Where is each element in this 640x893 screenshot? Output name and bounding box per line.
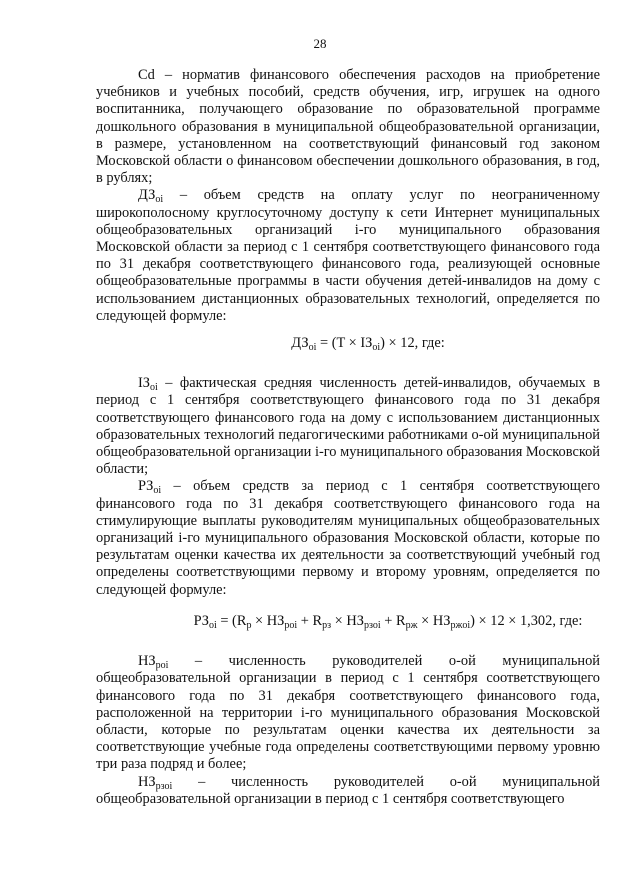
formula-subscript: p	[246, 619, 252, 631]
formula-part: = (T × IЗ	[316, 335, 373, 352]
paragraph-text: – объем средств на оплату услуг по неограниченному широкополосному круглосуточному доступу к сети Интернет муниципальных общеобразовательных организаций i-го муниципального образования Московской области за период с 1 сентября соответствующего финансового года по 31 декабря соответствующего финансового года, реализующей основные общеобразовательные программы в части обучения детей-инвалидов на дому с использованием дистанционных образовательных технологий, определяется по следующей формуле:	[96, 187, 600, 324]
formula-part: ) × 12 × 1,302, где:	[470, 612, 583, 629]
formula-rz	[96, 613, 600, 630]
symbol: IЗ	[138, 375, 151, 392]
formula-subscript: pзoi	[363, 619, 381, 631]
paragraph-cd	[96, 67, 600, 187]
symbol: НЗ	[138, 773, 156, 790]
symbol-subscript: poi	[155, 660, 169, 672]
symbol-subscript: oi	[153, 485, 162, 497]
symbol: РЗ	[138, 478, 154, 495]
formula-part: × НЗ	[331, 612, 364, 629]
paragraph-text: – численность руководителей o-ой муниципальной общеобразовательной организации в период с 1 сентября соответствующего	[96, 773, 600, 807]
symbol: ДЗ	[138, 187, 156, 204]
formula-part: + R	[297, 612, 323, 629]
formula-part: × НЗ	[251, 612, 285, 629]
formula-dz	[96, 335, 600, 352]
formula-subscript: oi	[208, 619, 217, 631]
formula-subscript: poi	[284, 619, 298, 631]
paragraph-rz	[96, 478, 600, 598]
paragraph-text: Cd – норматив финансового обеспечения расходов на приобретение учебников и учебных пособий, средств обучения, игр, игрушек на одного воспитанника, получающего образование по образовательной программе дошкольного образования в муниципальной общеобразовательной организации, в размере, установленном на соответствующий финансовый год законом Московской области о финансовом обеспечении дошкольного образования, в год, в рублях;	[96, 67, 600, 187]
paragraph-nz-p	[96, 653, 600, 773]
page-number: 28	[313, 36, 327, 51]
paragraph-iz	[96, 375, 600, 478]
symbol-subscript: pзoi	[155, 780, 173, 792]
formula-subscript: oi	[308, 342, 317, 354]
formula-subscript: oi	[372, 342, 381, 354]
document-body	[96, 67, 600, 808]
paragraph-text: – численность руководителей o-ой муниципальной общеобразовательной организации в период с 1 сентября соответствующего финансового года по 31 декабря соответствующего финансового года, расположенной на территории i-го муниципального образования Московской области, которые по результатам оценки качества их деятельности за соответствующие учебные года определены соответствующими первому уровню три раза подряд и более;	[96, 653, 600, 773]
paragraph-nz-pz	[96, 774, 600, 808]
formula-part: ) × 12, где:	[380, 335, 445, 352]
paragraph-text: – фактическая средняя численность детей-инвалидов, обучаемых в период с 1 сентября соответствующего финансового года по 31 декабря соответствующего финансового года на дому с использованием дистанционных образовательных технологий педагогическими работниками o-ой муниципальной общеобразовательной организации i-го муниципального образования Московской области;	[96, 375, 600, 478]
symbol-subscript: oi	[155, 194, 164, 206]
symbol-subscript: oi	[150, 382, 158, 394]
paragraph-dz	[96, 187, 600, 325]
formula-part: ДЗ	[291, 335, 309, 352]
formula-subscript: pжoi	[450, 619, 471, 631]
formula-part: + R	[380, 612, 406, 629]
formula-subscript: pз	[322, 619, 332, 631]
formula-part: РЗ	[193, 612, 209, 629]
formula-part: = (R	[216, 612, 247, 629]
paragraph-text: – объем средств за период с 1 сентября соответствующего финансового года по 31 декабря соответствующего финансового года на стимулирующие выплаты руководителям муниципальных общеобразовательных организаций i-го муниципального образования Московской области, которые по результатам оценки качества их деятельности за соответствующий учебный год определены соответствующими первому и второму уровням, определяется по следующей формуле:	[96, 478, 600, 598]
formula-subscript: pж	[405, 619, 418, 631]
symbol: НЗ	[138, 653, 156, 670]
formula-part: × НЗ	[417, 612, 451, 629]
